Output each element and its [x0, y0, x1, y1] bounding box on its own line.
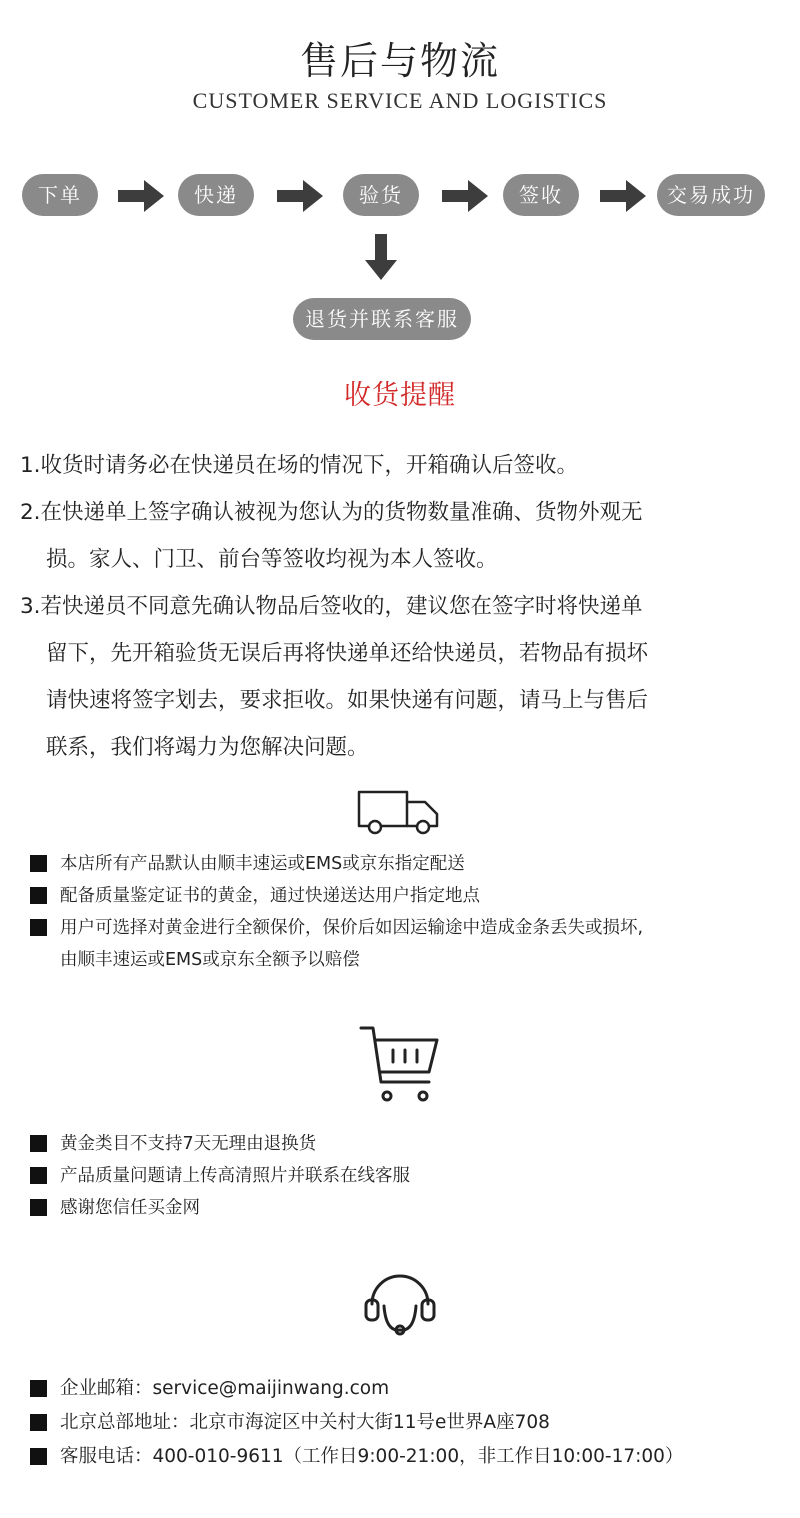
cart-icon-wrap: [0, 1022, 800, 1110]
list-item: [30, 1192, 780, 1224]
shopping-cart-icon: [355, 1022, 445, 1106]
bullet-square: [30, 1135, 47, 1152]
flow-step-return: 退货并联系客服: [293, 298, 471, 340]
bullet-square: [30, 1448, 47, 1465]
bullet-square: [30, 1167, 47, 1184]
reminder-line: 联系，我们将竭力为您解决问题。: [46, 735, 369, 760]
arrow-down-icon: [363, 234, 399, 282]
flow-step-order: 下单: [22, 174, 98, 216]
list-item-text: 由顺丰速运或EMS或京东全额予以赔偿: [60, 950, 360, 970]
reminder-line: 2.在快递单上签字确认被视为您认为的货物数量准确、货物外观无: [20, 500, 643, 525]
list-item-text: 本店所有产品默认由顺丰速运或EMS或京东指定配送: [60, 854, 465, 874]
bullet-square: [30, 1380, 47, 1397]
headset-icon-wrap: [0, 1262, 800, 1346]
headset-icon: [360, 1262, 440, 1342]
list-item: [30, 848, 780, 880]
list-item-text: 黄金类目不支持7天无理由退换货: [60, 1134, 317, 1154]
flow-step-complete: 交易成功: [657, 174, 765, 216]
list-item: [30, 912, 780, 976]
arrow-right-icon: [442, 178, 490, 214]
list-item-text: 用户可选择对黄金进行全额保价，保价后如因运输途中造成金条丢失或损坏,: [60, 918, 644, 938]
list-item-text: 感谢您信任买金网: [60, 1198, 200, 1218]
flow-step-inspect: 验货: [343, 174, 419, 216]
list-item: [30, 1372, 780, 1406]
contact-email: 企业邮箱：service@maijinwang.com: [60, 1378, 390, 1399]
truck-icon-wrap: [0, 786, 800, 840]
shipping-list: [30, 848, 780, 976]
reminder-item: [20, 583, 780, 771]
list-item-text: 产品质量问题请上传高清照片并联系在线客服: [60, 1166, 410, 1186]
list-item-text: 配备质量鉴定证书的黄金，通过快递送达用户指定地点: [60, 886, 480, 906]
contact-list: [30, 1372, 780, 1474]
list-item: [30, 1128, 780, 1160]
bullet-square: [30, 919, 47, 936]
reminder-line: 损。家人、门卫、前台等签收均视为本人签收。: [46, 547, 498, 572]
list-item: [30, 1406, 780, 1440]
list-item: [30, 880, 780, 912]
reminder-item: [20, 489, 780, 583]
reminder-line: 3.若快递员不同意先确认物品后签收的，建议您在签字时将快递单: [20, 594, 643, 619]
reminder-list: [20, 442, 780, 771]
page-subtitle: CUSTOMER SERVICE AND LOGISTICS: [192, 88, 608, 113]
page-title: 售后与物流: [299, 39, 500, 83]
contact-phone: 客服电话：400-010-9611（工作日9:00-21:00，非工作日10:00-17:00）: [60, 1446, 684, 1467]
truck-icon: [355, 786, 445, 836]
returns-list: [30, 1128, 780, 1224]
reminder-title: 收货提醒: [344, 380, 456, 411]
reminder-line: 留下，先开箱验货无误后再将快递单还给快递员，若物品有损坏: [46, 641, 649, 666]
reminder-item: [20, 442, 780, 489]
contact-address: 北京总部地址：北京市海淀区中关村大街11号e世界A座708: [60, 1412, 550, 1433]
list-item: [30, 1160, 780, 1192]
bullet-square: [30, 1414, 47, 1431]
bullet-square: [30, 1199, 47, 1216]
flow-step-sign: 签收: [503, 174, 579, 216]
arrow-right-icon: [600, 178, 648, 214]
flow-step-express: 快递: [178, 174, 254, 216]
arrow-right-icon: [277, 178, 325, 214]
bullet-square: [30, 887, 47, 904]
reminder-line: 请快速将签字划去，要求拒收。如果快递有问题，请马上与售后: [46, 688, 649, 713]
arrow-right-icon: [118, 178, 166, 214]
bullet-square: [30, 855, 47, 872]
list-item: [30, 1440, 780, 1474]
reminder-line: 1.收货时请务必在快递员在场的情况下，开箱确认后签收。: [20, 453, 579, 478]
